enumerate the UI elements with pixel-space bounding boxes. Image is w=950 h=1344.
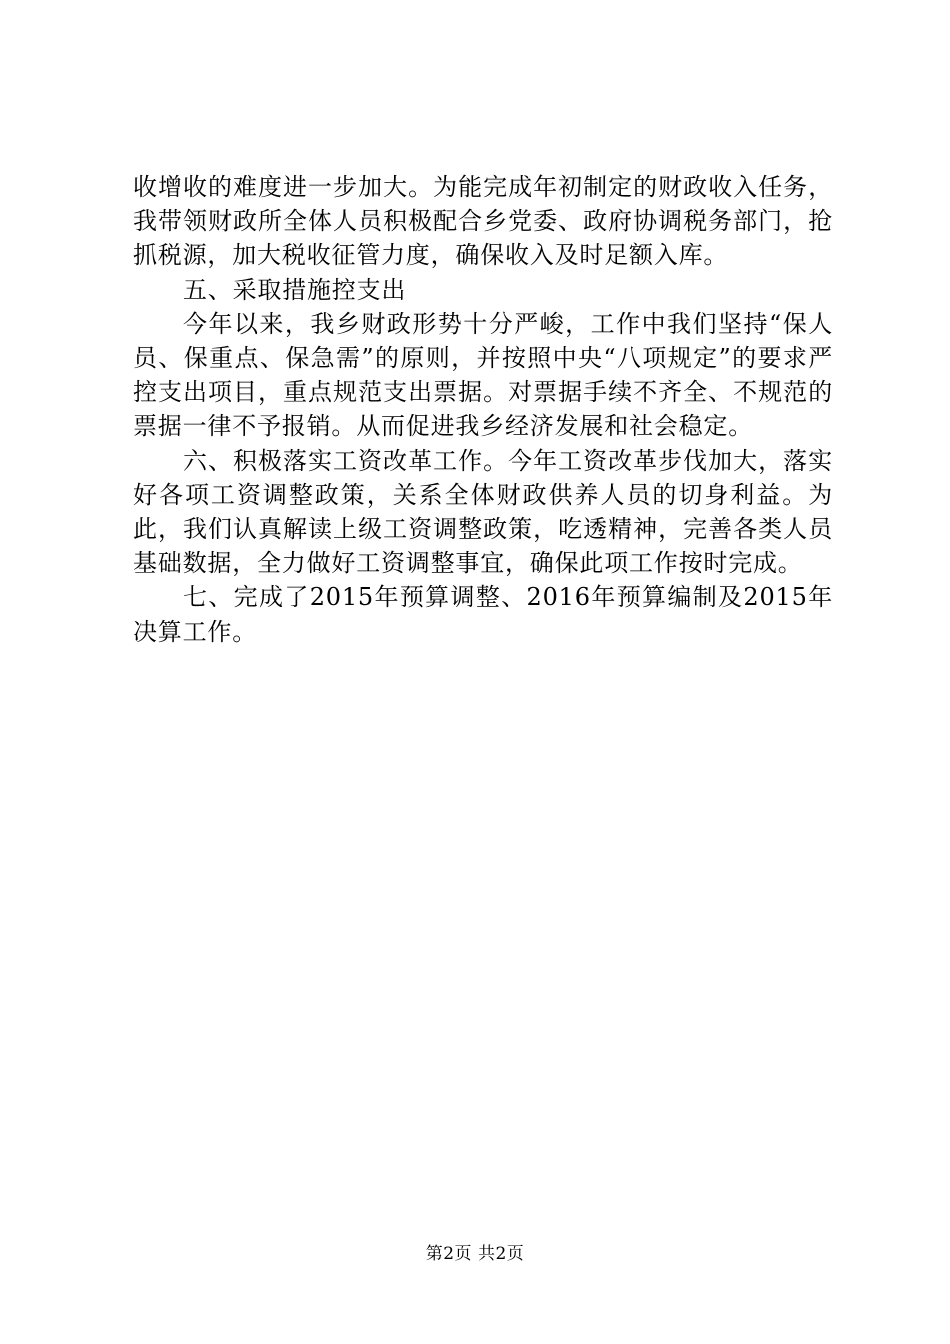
page-footer: 第2页 共2页 [425,1244,525,1264]
paragraph-salary-reform: 六、积极落实工资改革工作。今年工资改革步伐加大，落实好各项工资调整政策，关系全体财政供养人员的切身利益。为此，我们认真解读上级工资调整政策，吃透精神，完善各类人员基础数据，全力做好工资调整事宜，确保此项工作按时完成。 [133,446,833,578]
paragraph-budget-work: 七、完成了2015年预算调整、2016年预算编制及2015年决算工作。 [133,583,833,646]
paragraph-revenue-continuation: 收增收的难度进一步加大。为能完成年初制定的财政收入任务，我带领财政所全体人员积极配合乡党委、政府协调税务部门，抢抓税源，加大税收征管力度，确保收入及时足额入库。 [133,173,833,270]
heading-control-expenditure: 五、采取措施控支出 [183,275,407,304]
document-body [133,170,833,649]
paragraph-expenditure-control: 今年以来，我乡财政形势十分严峻，工作中我们坚持“保人员、保重点、保急需”的原则，并按照中央“八项规定”的要求严控支出项目，重点规范支出票据。对票据手续不齐全、不规范的票据一律不予报销。从而促进我乡经济发展和社会稳定。 [133,309,833,441]
